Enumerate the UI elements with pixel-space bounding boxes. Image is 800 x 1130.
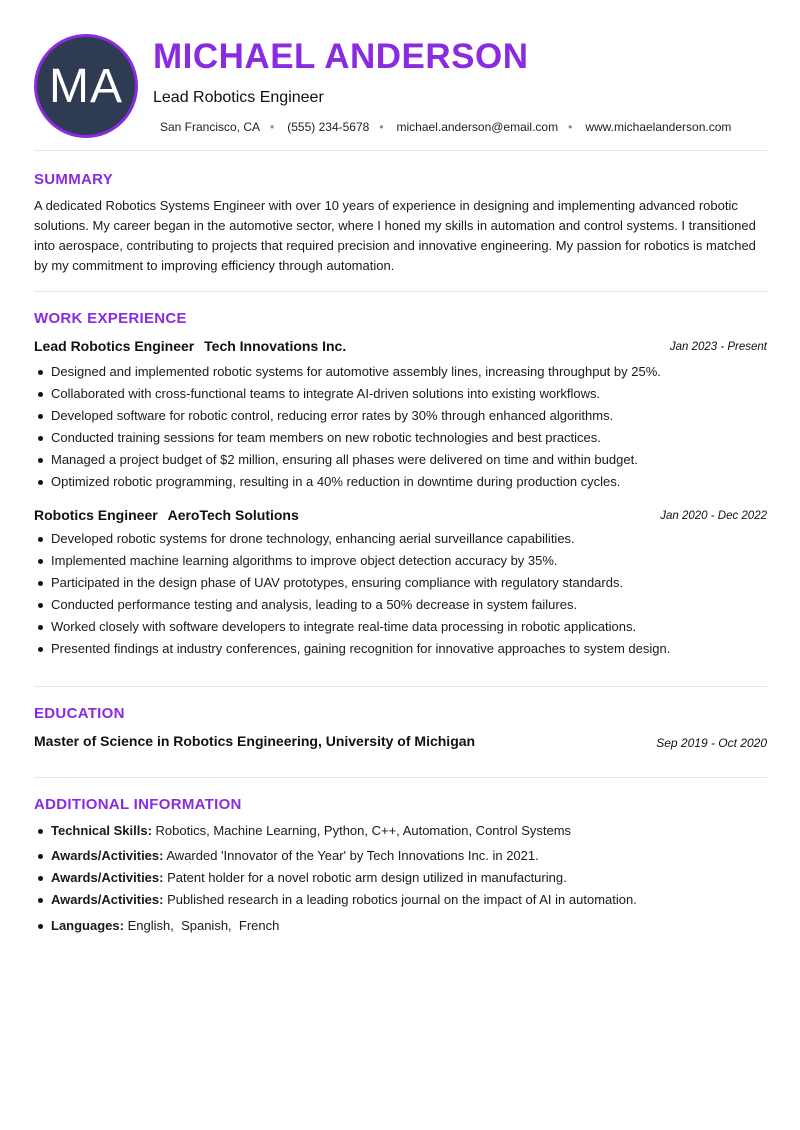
contact-row [160,120,731,134]
education-dates: Sep 2019 - Oct 2020 [656,736,767,750]
item-value: Patent holder for a novel robotic arm design utilized in manufacturing. [167,870,567,885]
item-label: Awards/Activities: [51,848,164,863]
list-item [34,867,637,889]
education-heading: EDUCATION [34,705,125,722]
item-value: Robotics, Machine Learning, Python, C++, Automation, Control Systems [155,823,572,838]
item-label: Awards/Activities: [51,892,164,907]
work-experience-heading: WORK EXPERIENCE [34,310,187,327]
education-degree: Master of Science in Robotics Engineering, University of Michigan [34,733,476,749]
item-label: Awards/Activities: [51,870,164,885]
divider [34,150,767,151]
item-value: Awarded 'Innovator of the Year' by Tech Innovations Inc. in 2021. [166,848,539,863]
list-item [34,889,637,911]
list-item: Worked closely with software developers to integrate real-time data processing in robotic applications. [34,616,670,638]
job-role: Robotics Engineer [34,507,158,523]
separator-dot-icon: • [379,120,384,134]
avatar [34,34,138,138]
job-bullets [34,528,670,660]
list-item [34,915,637,937]
job-company: AeroTech Solutions [167,507,299,523]
avatar-initials: MA [49,59,123,113]
item-label: Languages: [51,918,124,933]
job-title: Lead Robotics Engineer [153,89,324,106]
list-item: Designed and implemented robotic systems for automotive assembly lines, increasing throughput by 25%. [34,361,661,383]
job-dates: Jan 2023 - Present [669,341,767,353]
list-item: Presented findings at industry conferences, gaining recognition for innovative approaches to system design. [34,638,670,660]
list-item: Collaborated with cross-functional teams to integrate AI-driven solutions into existing workflows. [34,383,661,405]
list-item: Optimized robotic programming, resulting in a 40% reduction in downtime during production cycles. [34,471,661,493]
list-item: Implemented machine learning algorithms to improve object detection accuracy by 35%. [34,550,670,572]
candidate-name: MICHAEL ANDERSON [153,37,529,76]
divider [34,291,767,292]
summary-heading: SUMMARY [34,171,114,188]
job-role: Lead Robotics Engineer [34,338,195,354]
divider [34,686,767,687]
list-item: Conducted performance testing and analysis, leading to a 50% decrease in system failures. [34,594,670,616]
job-header [34,507,299,523]
contact-location: San Francisco, CA [160,120,261,134]
item-value: Published research in a leading robotics journal on the impact of AI in automation. [167,892,637,907]
list-item: Participated in the design phase of UAV prototypes, ensuring compliance with regulatory standards. [34,572,670,594]
job-bullets [34,361,661,493]
list-item: Managed a project budget of $2 million, ensuring all phases were delivered on time and within budget. [34,449,661,471]
additional-info-list [34,820,637,937]
divider [34,777,767,778]
job-dates: Jan 2020 - Dec 2022 [660,510,767,522]
job-header [34,338,346,354]
additional-info-heading: ADDITIONAL INFORMATION [34,796,242,813]
list-item [34,820,637,842]
summary-text: A dedicated Robotics Systems Engineer with over 10 years of experience in designing and implementing advanced robotic solutions. My career began in the automotive sector, where I honed my skills in automation and control systems. I transitioned into aerospace, contributing to projects that required precision and innovative engineering. My passion for robotics is matched by my commitment to improving efficiency through automation. [34,198,756,273]
separator-dot-icon: • [568,120,573,134]
item-value: English, Spanish, French [127,918,280,933]
contact-email[interactable]: michael.anderson@email.com [396,120,559,134]
list-item: Developed robotic systems for drone technology, enhancing aerial surveillance capabilities. [34,528,670,550]
job-company: Tech Innovations Inc. [204,338,347,354]
contact-website[interactable]: www.michaelanderson.com [585,120,732,134]
contact-phone: (555) 234-5678 [287,120,370,134]
list-item [34,845,637,867]
list-item: Developed software for robotic control, reducing error rates by 30% through enhanced algorithms. [34,405,661,427]
list-item: Conducted training sessions for team members on new robotic technologies and best practices. [34,427,661,449]
separator-dot-icon: • [270,120,275,134]
item-label: Technical Skills: [51,823,152,838]
